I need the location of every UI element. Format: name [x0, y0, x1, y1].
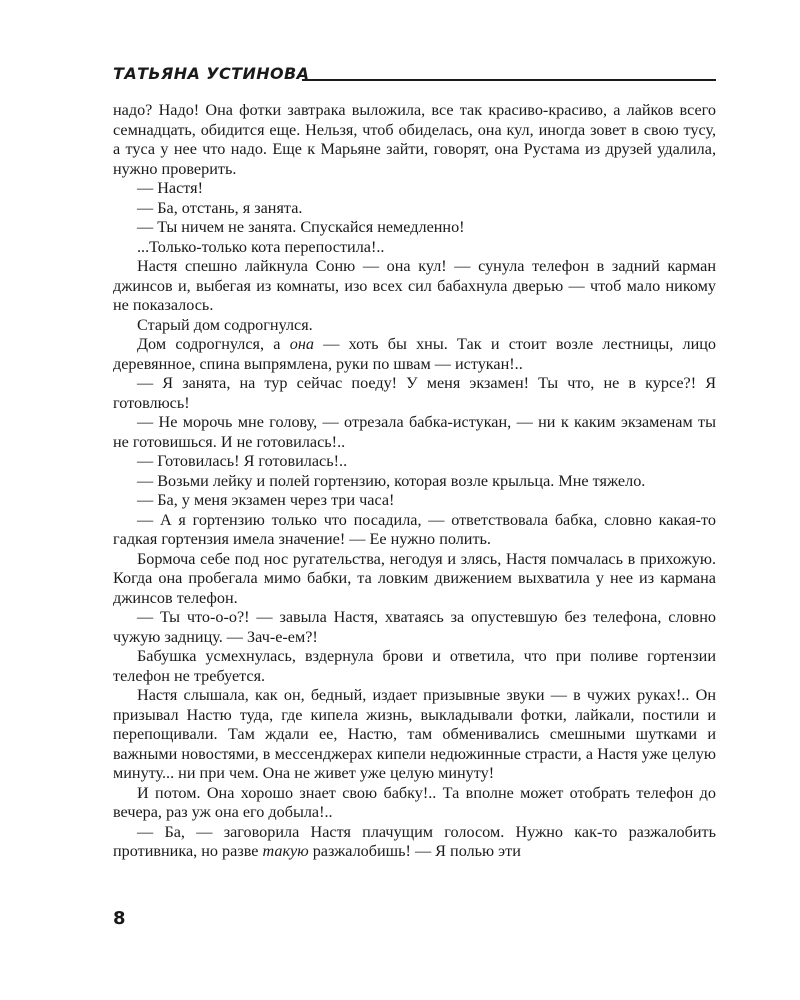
- text-run: — Ты что-о-о?! — завыла Настя, хватаясь за опустевшую без телефона, словно чужую задницу. — Зач-е-ем?!: [113, 608, 716, 646]
- text-run: Бабушка усмехнулась, вздернула брови и ответила, что при поливе гортензии телефон не требуется.: [113, 647, 716, 685]
- italic-text: она: [289, 335, 314, 353]
- paragraph: [113, 218, 716, 238]
- text-run: Старый дом содрогнулся.: [137, 315, 313, 334]
- text-run: И потом. Она хорошо знает свою бабку!.. Та вполне может отобрать телефон до вечера, раз уж она его добыла!..: [113, 783, 716, 821]
- paragraph: [113, 784, 716, 823]
- text-run: Настя спешно лайкнула Соню — она кул! — сунула телефон в задний карман джинсов и, выбегая из комнаты, изо всех сил бабахнула дверью — чтоб мало никому не показалось.: [113, 257, 716, 314]
- text-run: — А я гортензию только что посадила, — ответствовала бабка, словно какая-то гадкая гортензия имела значение! — Ее нужно полить.: [113, 510, 716, 548]
- text-run: разжалобишь! — Я полью эти: [308, 842, 521, 860]
- italic-text: такую: [262, 842, 309, 860]
- header-rule: [302, 79, 716, 81]
- paragraph: [113, 491, 716, 511]
- text-run: — Не морочь мне голову, — отрезала бабка-истукан, — ни к каким экзаменам ты не готовишься. И не готовилась!..: [113, 413, 716, 451]
- paragraph: [113, 374, 716, 413]
- paragraph: [113, 199, 716, 219]
- paragraph: [113, 686, 716, 784]
- paragraph: [113, 823, 716, 862]
- paragraph: [113, 257, 716, 316]
- paragraph: [113, 316, 716, 336]
- paragraph: [113, 452, 716, 472]
- paragraph: [113, 608, 716, 647]
- paragraph: [113, 413, 716, 452]
- text-run: Дом содрогнулся, а: [137, 335, 290, 353]
- text-run: — Ты ничем не занята. Спускайся немедленно!: [137, 218, 465, 236]
- header-author: ТАТЬЯНА УСТИНОВА: [113, 64, 310, 83]
- running-header: [113, 64, 716, 88]
- paragraph: [113, 238, 716, 258]
- text-run: надо? Надо! Она фотки завтрака выложила, все так красиво-красиво, а лайков всего семнадцать, обидится еще. Нельзя, чтоб обиделась, она кул, иногда зовет в свою тусу, а туса у нее что надо. Еще к Марьяне зайти, говорят, она Рустама из друзей удалила, нужно проверить.: [113, 101, 716, 178]
- text-run: — Я занята, на тур сейчас поеду! У меня экзамен! Ты что, не в курсе?! Я готовлюсь!: [113, 374, 716, 412]
- paragraph: [113, 179, 716, 199]
- paragraph: [113, 472, 716, 492]
- text-run: — Ба, отстань, я занята.: [137, 198, 303, 217]
- text-run: — хоть бы хны. Так и стоит возле лестницы, лицо деревянное, спина выпрямлена, руки по швам — истукан!..: [113, 335, 717, 373]
- text-run: — Готовилась! Я готовилась!..: [137, 452, 348, 470]
- paragraph: [113, 511, 716, 550]
- paragraph: [113, 335, 716, 374]
- paragraph: [113, 647, 716, 686]
- body-text: [113, 101, 716, 862]
- text-run: — Ба, у меня экзамен через три часа!: [137, 491, 395, 509]
- text-run: Бормоча себе под нос ругательства, негодуя и злясь, Настя помчалась в прихожую. Когда она пробегала мимо бабки, та ловким движением выхватила у нее из кармана джинсов телефон.: [113, 549, 716, 607]
- page-number: 8: [113, 908, 126, 929]
- text-run: Настя слышала, как он, бедный, издает призывные звуки — в чужих руках!.. Он призывал Настю туда, где кипела жизнь, выкладывали фотки, лайкали, постили и перепощивали. Там ждали ее, Настю, там обменивались смешными шутками и важными новостями, в мессенджерах кипели недюжинные страсти, а Настя уже целую минуту... ни при чем. Она не живет уже целую минуту!: [113, 686, 716, 782]
- text-run: — Ба, — заговорила Настя плачущим голосом. Нужно как-то разжалобить противника, но разве: [113, 822, 716, 860]
- text-run: — Настя!: [137, 179, 203, 197]
- text-run: — Возьми лейку и полей гортензию, которая возле крыльца. Мне тяжело.: [137, 471, 646, 490]
- paragraph: [113, 550, 716, 609]
- paragraph: [113, 101, 716, 179]
- text-run: ...Только-только кота перепостила!..: [137, 237, 385, 256]
